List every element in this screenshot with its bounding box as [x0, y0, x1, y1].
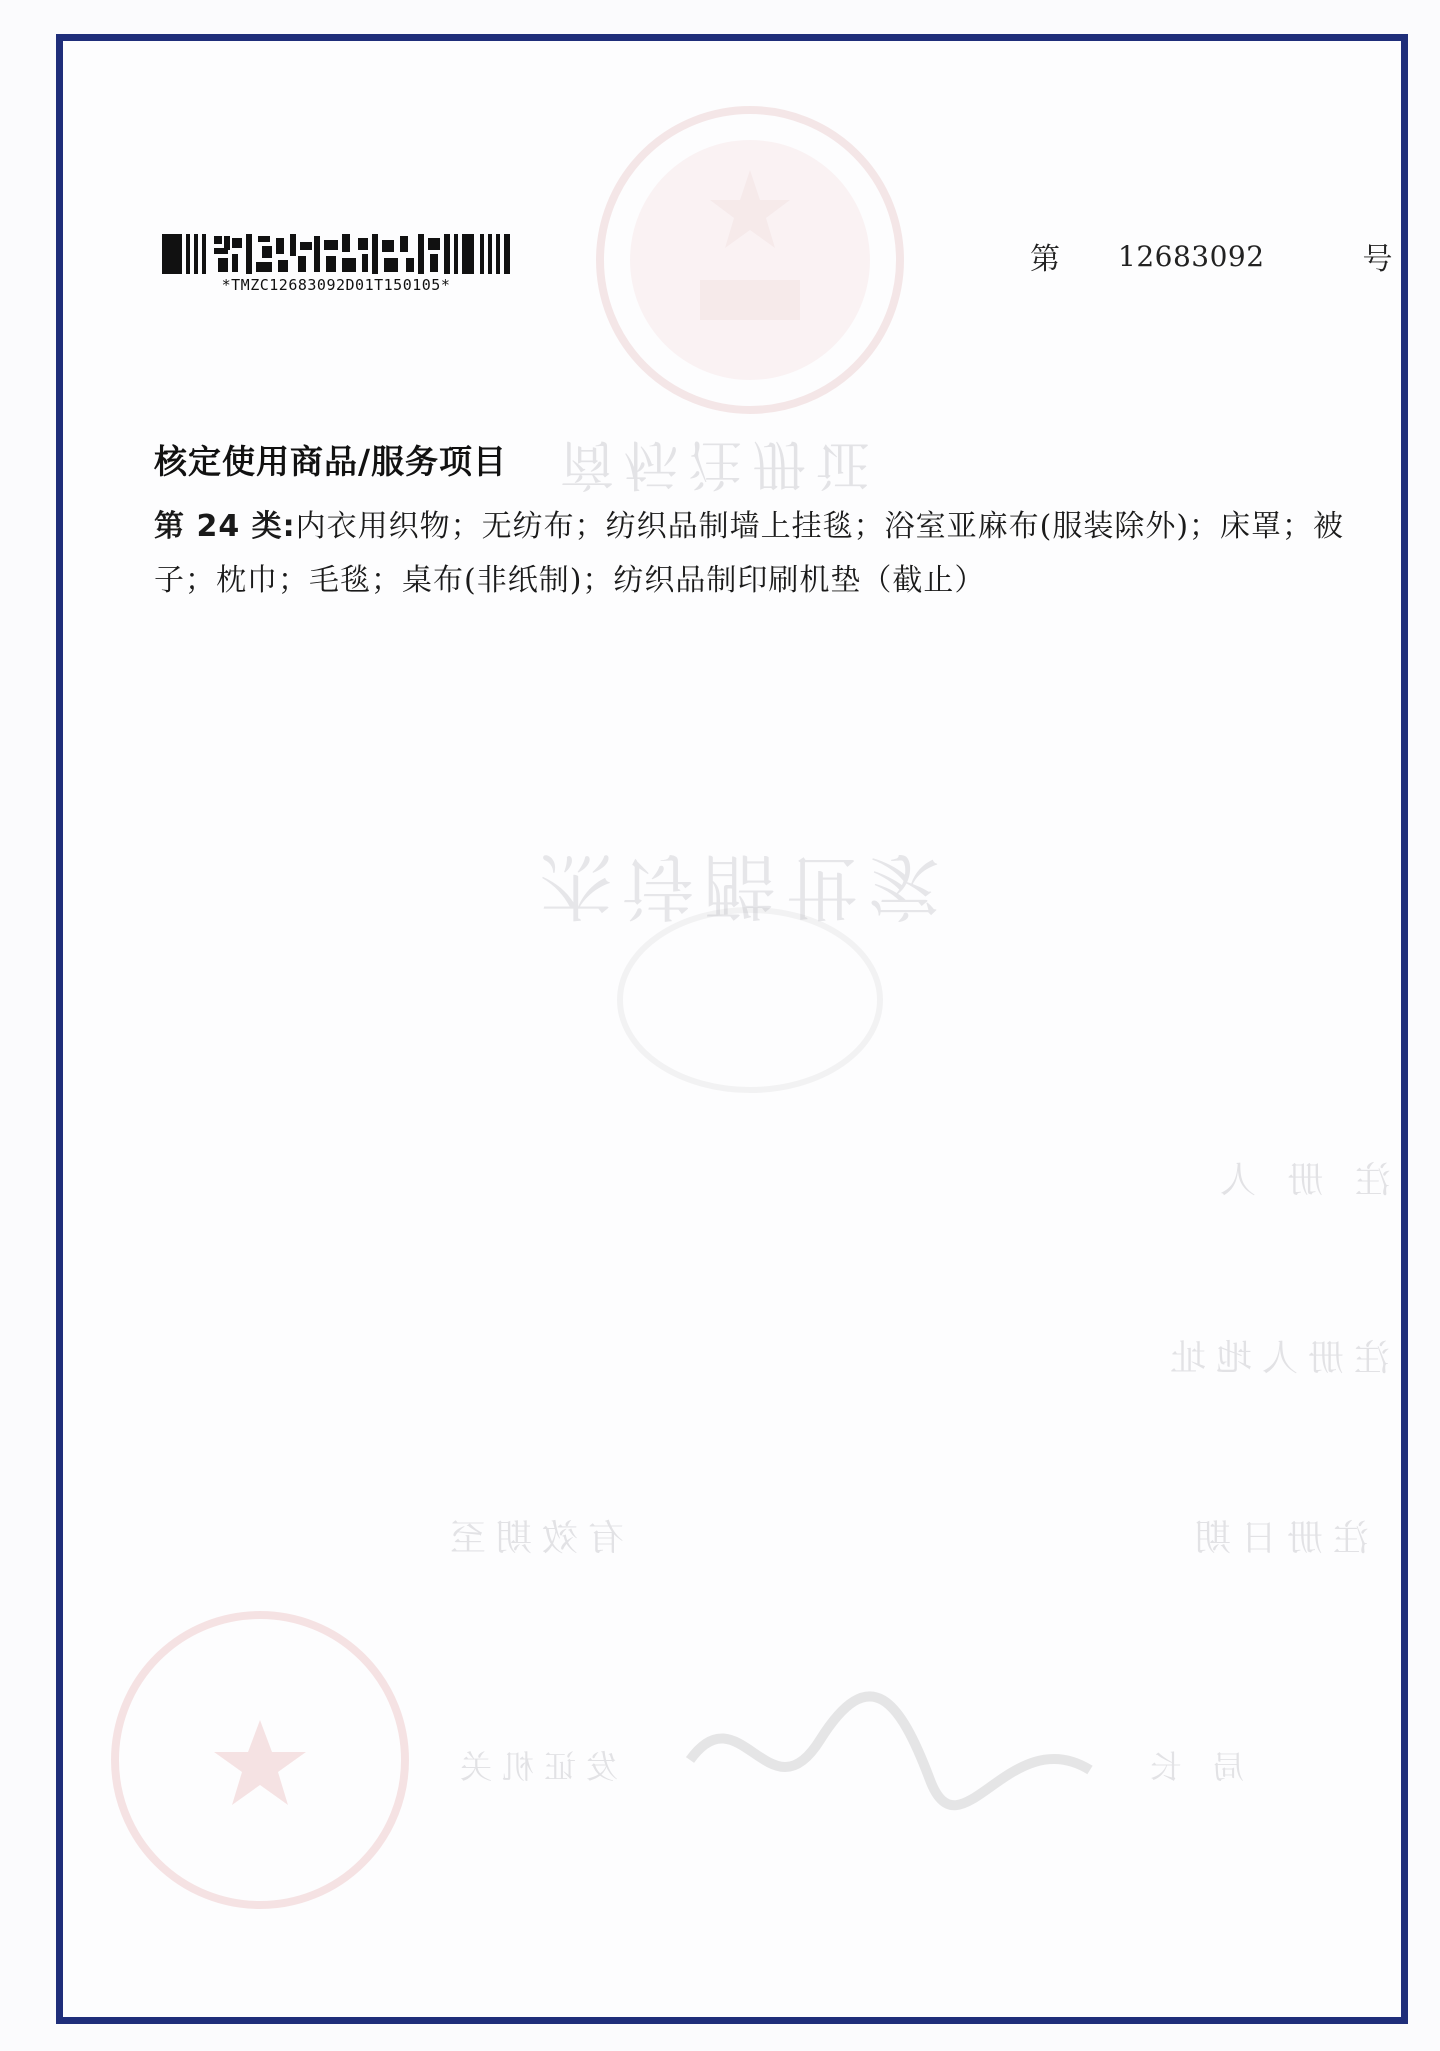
watermark-certificate-title: 商标注册证 [560, 433, 880, 496]
goods-list [154, 500, 1364, 608]
official-seal-icon [100, 1600, 420, 1920]
registration-number-value: 12683092 [1118, 239, 1265, 273]
watermark-address-label: 注册人地址 [1160, 1338, 1391, 1379]
watermark-director-label: 局 长 [1140, 1748, 1245, 1786]
watermark-reg-date-label: 注册日期 [1185, 1518, 1370, 1559]
registration-suffix-label: 号 [1362, 242, 1393, 277]
barcode [162, 234, 510, 294]
section-title: 核定使用商品/服务项目 [154, 442, 508, 481]
national-emblem-icon [590, 100, 910, 420]
registration-prefix-label: 第 [1030, 242, 1060, 277]
registration-number [1030, 232, 1393, 280]
watermark-issuer-label: 发证机关 [450, 1748, 619, 1786]
goods-items-text: 内衣用织物；无纺布；纺织品制墙上挂毯；浴室亚麻布(服装除外)；床罩；被子；枕巾；毛毯；桌布(非纸制)；纺织品制印刷机垫（截止） [154, 509, 1345, 598]
watermark-valid-until-label: 有效期至 [440, 1518, 625, 1559]
watermark-mark-name: 杰诗酷世家 [540, 844, 951, 928]
watermark-registrant-label: 注 册 人 [1210, 1160, 1391, 1201]
barcode-code-text: *TMZC12683092D01T150105* [221, 276, 451, 294]
barcode-bars-icon [162, 234, 510, 274]
signature-icon [680, 1680, 1100, 1840]
emblem-mid-icon [610, 900, 890, 1100]
goods-class-label: 第 24 类: [154, 509, 296, 544]
